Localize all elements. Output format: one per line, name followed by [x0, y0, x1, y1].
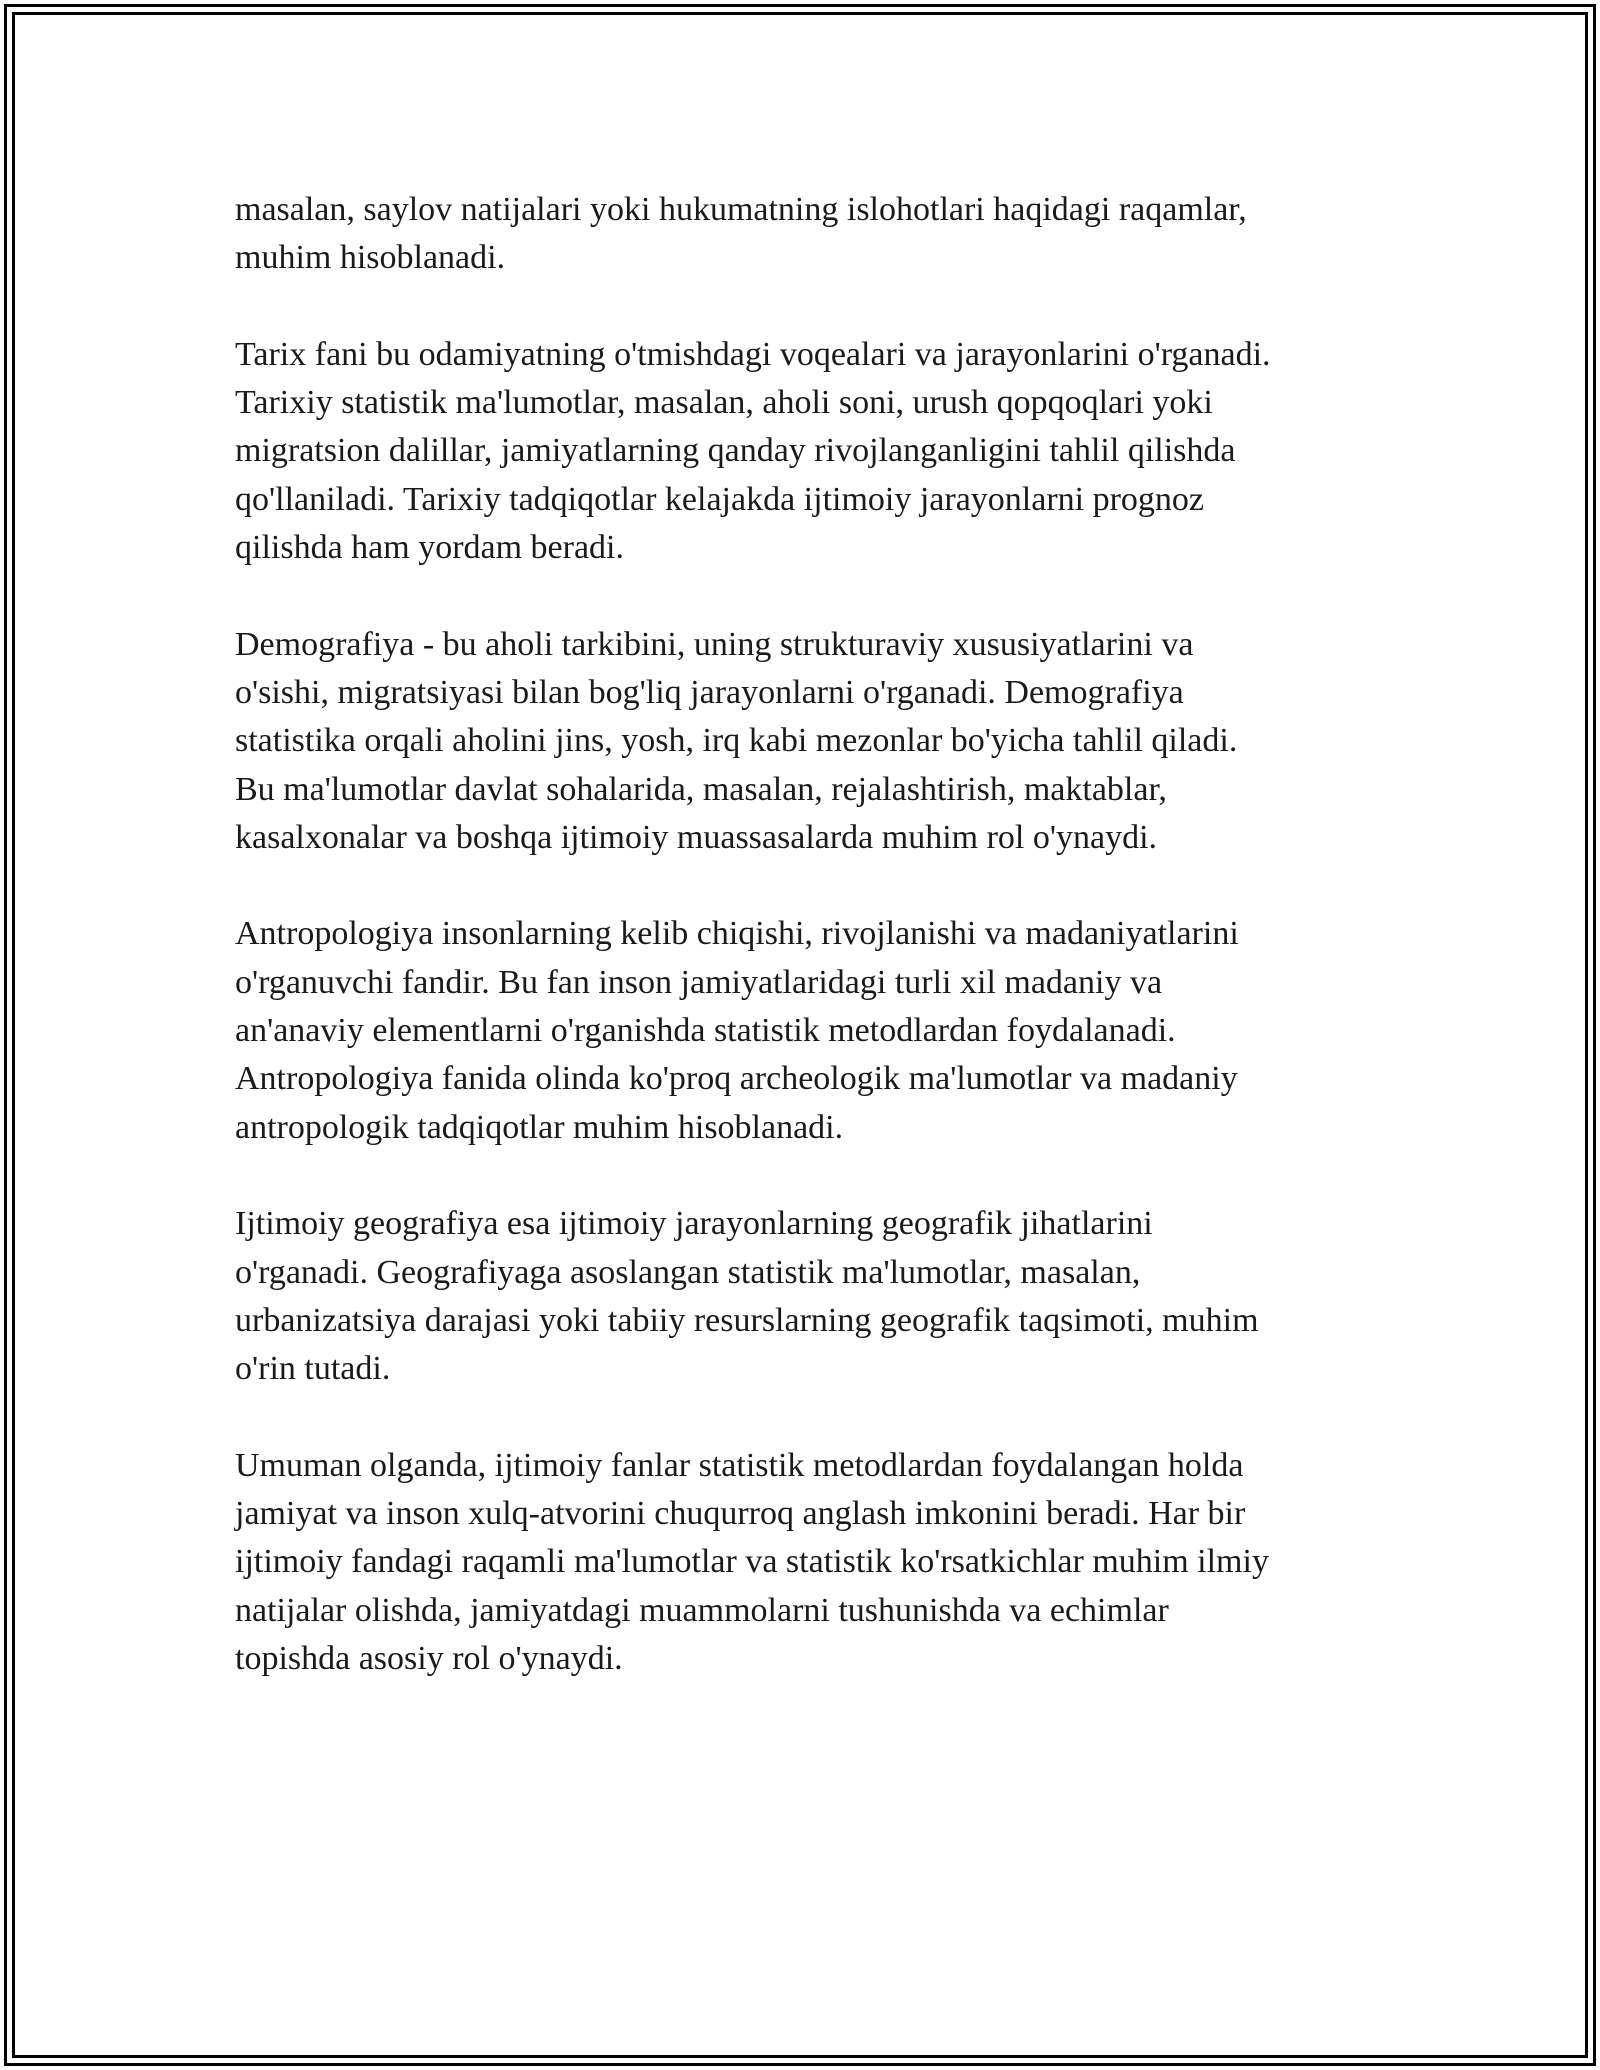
- paragraph-4: Antropologiya insonlarning kelib chiqishi, rivojlanishi va madaniyatlarini o'rganuvchi fandir. Bu fan inson jamiyatlaridagi turli xil madaniy va an'anaviy elementlarni o'rganishda statistik metodlardan foydalanadi. Antropologiya fanida olinda ko'proq archeologik ma'lumotlar va madaniy antropologik tadqiqotlar muhim hisoblanadi.: [235, 915, 1239, 1146]
- document-body: [235, 186, 1385, 1683]
- paragraph-2: Tarix fani bu odamiyatning o'tmishdagi voqealari va jarayonlarini o'rganadi. Tarixiy statistik ma'lumotlar, masalan, aholi soni, urush qopqoqlari yoki migratsion dalillar, jamiyatlarning qanday rivojlanganligini tahlil qilishda qo'llaniladi. Tarixiy tadqiqotlar kelajakda ijtimoiy jarayonlarni prognoz qilishda ham yordam beradi.: [235, 335, 1271, 567]
- paragraph-3: Demografiya - bu aholi tarkibini, uning strukturaviy xususiyatlarini va o'sishi, migratsiyasi bilan bog'liq jarayonlarni o'rganadi. Demografiya statistika orqali aholini jins, yosh, irq kabi mezonlar bo'yicha tahlil qiladi. Bu ma'lumotlar davlat sohalarida, masalan, rejalashtirish, maktablar, kasalxonalar va boshqa ijtimoiy muassasalarda muhim rol o'ynaydi.: [235, 625, 1238, 856]
- paragraph-6: Umuman olganda, ijtimoiy fanlar statistik metodlardan foydalangan holda jamiyat va inson xulq-atvorini chuqurroq anglash imkonini beradi. Har bir ijtimoiy fandagi raqamli ma'lumotlar va statistik ko'rsatkichlar muhim ilmiy natijalar olishda, jamiyatdagi muammolarni tushunishda va echimlar topishda asosiy rol o'ynaydi.: [235, 1446, 1269, 1677]
- paragraph-1: masalan, saylov natijalari yoki hukumatning islohotlari haqidagi raqamlar, muhim hisoblanadi.: [235, 191, 1247, 277]
- paragraph-5: Ijtimoiy geografiya esa ijtimoiy jarayonlarning geografik jihatlarini o'rganadi. Geografiyaga asoslangan statistik ma'lumotlar, masalan, urbanizatsiya darajasi yoki tabiiy resurslarning geografik taqsimoti, muhim o'rin tutadi.: [235, 1205, 1259, 1388]
